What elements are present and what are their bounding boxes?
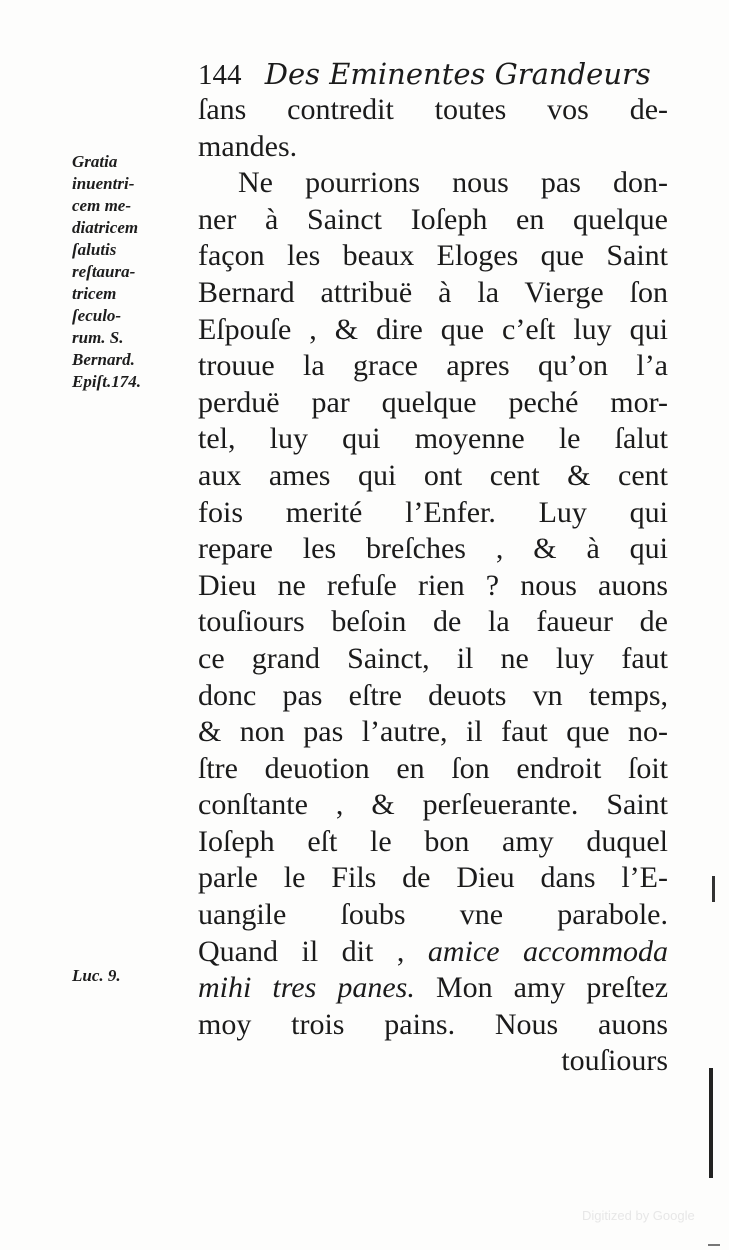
margin-line: Gratia — [72, 152, 118, 171]
marginal-note-bernard — [72, 151, 192, 393]
text-line: touſiours beſoin de la faueur de — [198, 605, 668, 639]
page-edge-shadow — [709, 1068, 713, 1178]
text-line: ce grand Sainct, il ne luy faut — [198, 641, 668, 675]
text-line: tel, luy qui moyenne le ſalut — [198, 422, 668, 456]
edge-speck — [712, 876, 715, 902]
text-line: ſans contredit toutes vos de- — [198, 93, 668, 126]
text-line: repare les breſches , & à qui — [198, 532, 668, 566]
margin-line: ſalutis — [72, 240, 117, 259]
margin-line: tricem — [72, 284, 117, 303]
margin-line: Luc. 9. — [72, 966, 121, 985]
text-line: ner à Sainct Ioſeph en quelque — [198, 202, 668, 236]
corner-speck — [708, 1244, 720, 1246]
running-title: Des Eminentes Grandeurs — [264, 57, 651, 91]
scan-watermark: Digitized by Google — [582, 1208, 695, 1223]
body-text — [198, 92, 668, 1080]
latin-quote: amice accommoda — [427, 934, 668, 968]
text-line: mandes. — [198, 129, 298, 163]
text-line: Ioſeph eſt le bon amy duquel — [198, 824, 668, 858]
marginal-note-luke — [72, 965, 192, 987]
text-line: Bernard attribuë à la Vierge ſon — [198, 275, 668, 309]
page-header — [198, 54, 668, 94]
margin-line: diatricem — [72, 218, 139, 237]
text-line: ſtre deuotion en ſon endroit ſoit — [198, 751, 668, 785]
text-line: façon les beaux Eloges que Saint — [198, 239, 668, 273]
page-number: 144 — [198, 59, 242, 91]
margin-line: inuentri- — [72, 174, 135, 193]
text-line: conſtante , & perſeuerante. Saint — [198, 788, 668, 822]
text-line: aux ames qui ont cent & cent — [198, 458, 668, 492]
margin-line: reſtaura- — [72, 262, 136, 281]
text-fragment: Quand il dit , — [198, 934, 405, 968]
text-line: trouue la grace apres qu’on l’a — [198, 349, 668, 383]
text-line: Dieu ne refuſe rien ? nous auons — [198, 568, 668, 602]
latin-quote: mihi tres panes. — [198, 971, 415, 1005]
text-fragment: Mon amy preſtez — [435, 971, 669, 1005]
text-line — [198, 934, 668, 971]
margin-line: Epiſt.174. — [72, 372, 141, 391]
text-line: perduë par quelque peché mor- — [198, 385, 668, 419]
text-line: & non pas l’autre, il faut que no- — [198, 715, 668, 749]
text-line: fois merité l’Enfer. Luy qui — [198, 495, 668, 529]
margin-line: Bernard. — [72, 350, 135, 369]
text-line: parle le Fils de Dieu dans l’E- — [198, 861, 668, 895]
text-line: uangile ſoubs vne parabole. — [198, 898, 668, 932]
margin-line: ſeculo- — [72, 306, 122, 325]
text-line: Eſpouſe , & dire que c’eſt luy qui — [198, 312, 668, 346]
margin-line: cem me- — [72, 196, 131, 215]
text-line: Ne pourrions nous pas don- — [238, 166, 668, 200]
text-line: donc pas eſtre deuots vn temps, — [198, 678, 668, 712]
text-line — [198, 970, 668, 1007]
catchword: touſiours — [561, 1044, 668, 1078]
text-line: moy trois pains. Nous auons — [198, 1007, 668, 1041]
margin-line: rum. S. — [72, 328, 124, 347]
